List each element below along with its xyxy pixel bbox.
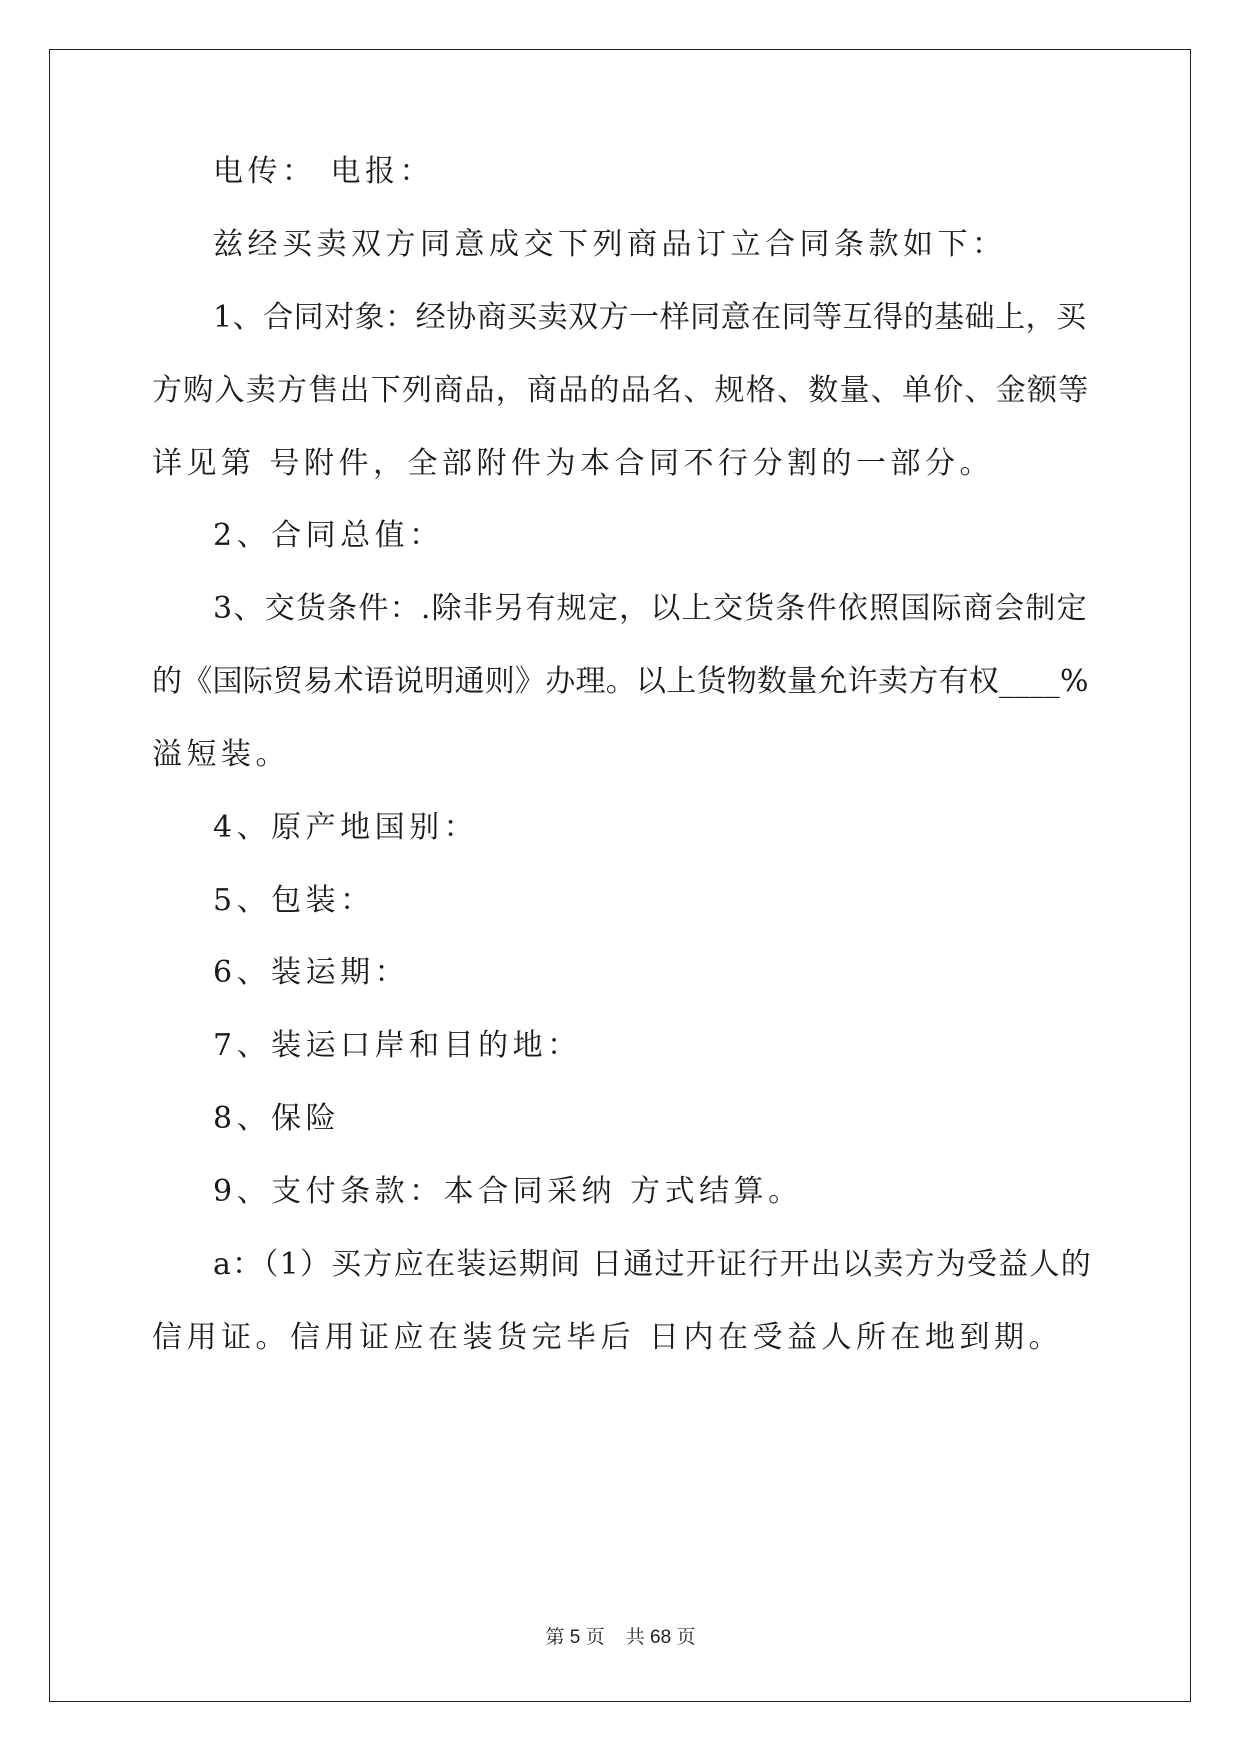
clause-1-line-1: 1、合同对象：经协商买卖双方一样同意在同等互得的基础上，买 xyxy=(213,300,1087,335)
clause-9: 9、支付条款：本合同采纳 方式结算。 xyxy=(213,1174,803,1209)
clause-5: 5、包装： xyxy=(213,883,375,918)
clause-3-line-1: 3、交货条件：.除非另有规定，以上交货条件依照国际商会制定 xyxy=(213,591,1088,626)
clause-7: 7、装运口岸和目的地： xyxy=(213,1028,582,1063)
clause-1-line-3: 详见第 号附件，全部附件为本合同不行分割的一部分。 xyxy=(152,446,995,481)
clause-4: 4、原产地国别： xyxy=(213,810,479,845)
clause-1-line-2: 方购入卖方售出下列商品，商品的品名、规格、数量、单价、金额等 xyxy=(152,373,1090,408)
clause-9a-line-2: 信用证。信用证应在装货完毕后 日内在受益人所在地到期。 xyxy=(152,1320,1064,1355)
clause-3-line-2: 的《国际贸易术语说明通则》办理。以上货物数量允许卖方有权____% xyxy=(152,664,1089,699)
page-number: 第 5 页 共 68 页 xyxy=(545,1627,696,1648)
clause-3-line-3: 溢短装。 xyxy=(152,737,290,772)
clause-9a-line-1: a：（1）买方应在装运期间 日通过开证行开出以卖方为受益人的 xyxy=(213,1247,1093,1282)
contact-line: 电传： 电报： xyxy=(213,154,435,189)
intro-line: 兹经买卖双方同意成交下列商品订立合同条款如下： xyxy=(213,227,1007,262)
page-footer xyxy=(0,1622,1241,1649)
clause-6: 6、装运期： xyxy=(213,955,410,990)
page-frame xyxy=(49,49,1191,1702)
clause-2: 2、合同总值： xyxy=(213,518,444,553)
clause-8: 8、保险 xyxy=(213,1101,341,1136)
